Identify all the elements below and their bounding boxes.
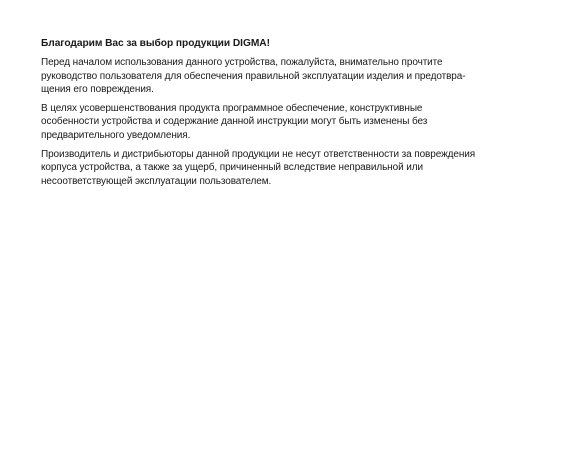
paragraph-liability-disclaimer — [41, 148, 531, 189]
paragraph-line: несоответствующей эксплуатации пользователем. — [41, 175, 272, 187]
paragraph-read-manual — [41, 56, 531, 97]
paragraph-line: особенности устройства и содержание данной инструкции могут быть изменены без — [41, 116, 428, 128]
paragraph-line: Перед началом использования данного устройства, пожалуйста, внимательно прочтите — [41, 57, 443, 68]
paragraph-line: щения его повреждения. — [41, 84, 154, 96]
paragraph-line: В целях усовершенствования продукта программное обеспечение, конструктивные — [41, 102, 423, 114]
paragraph-changes-notice — [41, 102, 531, 143]
paragraph-line: корпуса устройства, а также за ущерб, причиненный вследствие неправильной или — [41, 162, 423, 174]
paragraph-line: руководство пользователя для обеспечения правильной эксплуатации изделия и предотвра- — [41, 70, 466, 82]
paragraph-line: Производитель и дистрибьюторы данной продукции не несут ответственности за повреждения — [41, 148, 476, 160]
document-page — [41, 37, 531, 193]
document-title: Благодарим Вас за выбор продукции DIGMA! — [41, 38, 270, 49]
paragraph-line: предварительного уведомления. — [41, 129, 191, 141]
